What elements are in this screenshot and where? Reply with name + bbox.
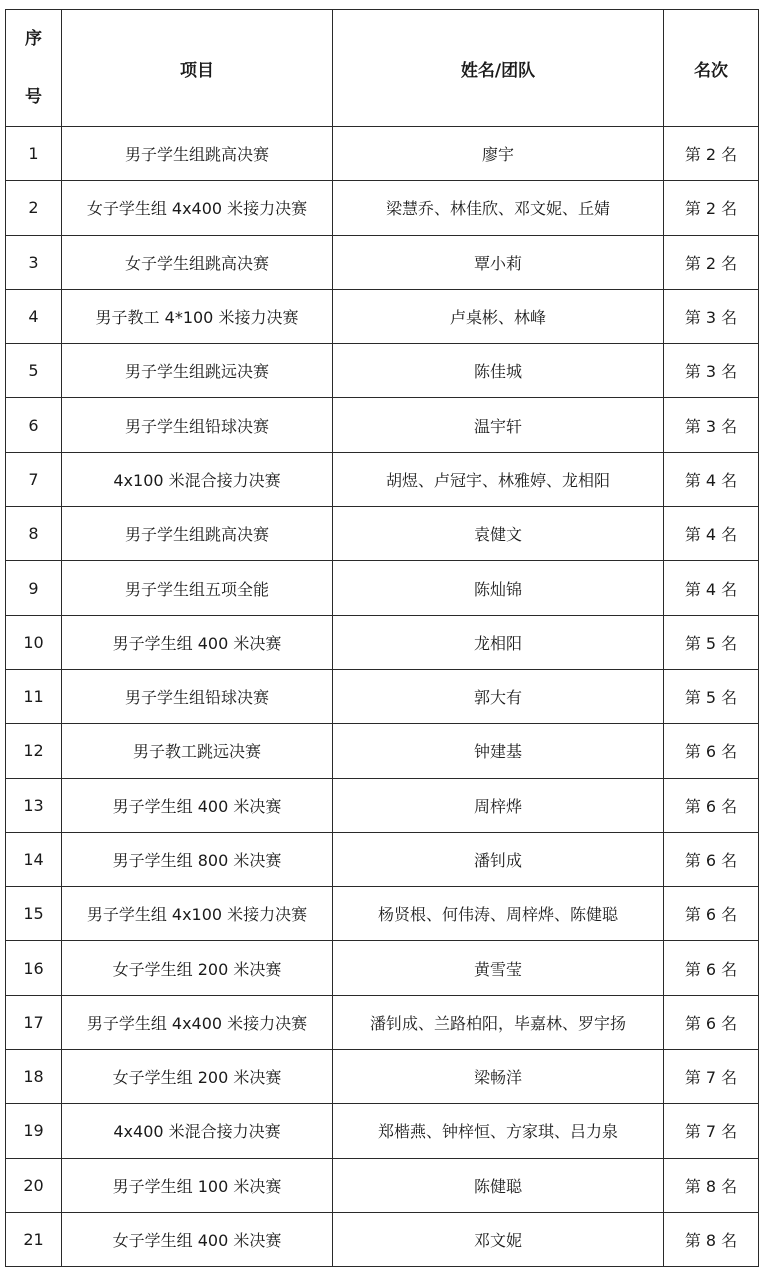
event-cell: 男子学生组跳高决赛 bbox=[62, 127, 333, 181]
rank-cell: 第 7 名 bbox=[664, 1050, 759, 1104]
row-number-cell: 8 bbox=[6, 507, 62, 561]
name-team-cell: 杨贤根、何伟涛、周梓烨、陈健聪 bbox=[333, 887, 664, 941]
name-team-cell: 梁畅洋 bbox=[333, 1050, 664, 1104]
row-number-cell: 20 bbox=[6, 1158, 62, 1212]
rank-cell: 第 3 名 bbox=[664, 289, 759, 343]
rank-cell: 第 3 名 bbox=[664, 398, 759, 452]
event-cell: 男子学生组跳高决赛 bbox=[62, 507, 333, 561]
table-row bbox=[6, 995, 759, 1049]
name-team-cell: 潘钊成、兰路柏阳，毕嘉林、罗宇扬 bbox=[333, 995, 664, 1049]
rank-cell: 第 5 名 bbox=[664, 615, 759, 669]
event-cell: 男子学生组 100 米决赛 bbox=[62, 1158, 333, 1212]
row-number-cell: 17 bbox=[6, 995, 62, 1049]
rank-cell: 第 8 名 bbox=[664, 1158, 759, 1212]
row-number-cell: 7 bbox=[6, 452, 62, 506]
name-team-cell: 钟建基 bbox=[333, 724, 664, 778]
row-number-cell: 11 bbox=[6, 669, 62, 723]
table-header bbox=[6, 10, 759, 127]
rank-cell: 第 4 名 bbox=[664, 507, 759, 561]
row-number-cell: 16 bbox=[6, 941, 62, 995]
rank-cell: 第 2 名 bbox=[664, 127, 759, 181]
row-number-cell: 6 bbox=[6, 398, 62, 452]
event-cell: 女子学生组 4x400 米接力决赛 bbox=[62, 181, 333, 235]
rank-cell: 第 8 名 bbox=[664, 1212, 759, 1266]
table-row bbox=[6, 887, 759, 941]
name-team-cell: 龙相阳 bbox=[333, 615, 664, 669]
table-row bbox=[6, 724, 759, 778]
table-row bbox=[6, 1158, 759, 1212]
name-team-cell: 胡煜、卢冠宇、林雅婷、龙相阳 bbox=[333, 452, 664, 506]
name-team-cell: 邓文妮 bbox=[333, 1212, 664, 1266]
table-row bbox=[6, 669, 759, 723]
table-row bbox=[6, 235, 759, 289]
header-seq-line2: 号 bbox=[25, 87, 42, 107]
row-number-cell: 4 bbox=[6, 289, 62, 343]
results-table bbox=[5, 9, 759, 1267]
header-event: 项目 bbox=[62, 10, 333, 127]
name-team-cell: 郭大有 bbox=[333, 669, 664, 723]
event-cell: 男子学生组 4x400 米接力决赛 bbox=[62, 995, 333, 1049]
rank-cell: 第 7 名 bbox=[664, 1104, 759, 1158]
rank-cell: 第 4 名 bbox=[664, 452, 759, 506]
event-cell: 男子学生组铅球决赛 bbox=[62, 398, 333, 452]
header-rank: 名次 bbox=[664, 10, 759, 127]
row-number-cell: 10 bbox=[6, 615, 62, 669]
name-team-cell: 陈佳城 bbox=[333, 344, 664, 398]
rank-cell: 第 5 名 bbox=[664, 669, 759, 723]
rank-cell: 第 4 名 bbox=[664, 561, 759, 615]
name-team-cell: 温宇轩 bbox=[333, 398, 664, 452]
table-row bbox=[6, 778, 759, 832]
row-number-cell: 19 bbox=[6, 1104, 62, 1158]
event-cell: 女子学生组跳高决赛 bbox=[62, 235, 333, 289]
rank-cell: 第 6 名 bbox=[664, 832, 759, 886]
row-number-cell: 14 bbox=[6, 832, 62, 886]
rank-cell: 第 6 名 bbox=[664, 778, 759, 832]
name-team-cell: 黄雪莹 bbox=[333, 941, 664, 995]
table-row bbox=[6, 1212, 759, 1266]
header-row bbox=[6, 10, 759, 127]
event-cell: 男子学生组 800 米决赛 bbox=[62, 832, 333, 886]
event-cell: 男子学生组跳远决赛 bbox=[62, 344, 333, 398]
rank-cell: 第 6 名 bbox=[664, 724, 759, 778]
rank-cell: 第 2 名 bbox=[664, 181, 759, 235]
row-number-cell: 5 bbox=[6, 344, 62, 398]
table-row bbox=[6, 181, 759, 235]
name-team-cell: 卢桌彬、林峰 bbox=[333, 289, 664, 343]
name-team-cell: 袁健文 bbox=[333, 507, 664, 561]
row-number-cell: 2 bbox=[6, 181, 62, 235]
event-cell: 女子学生组 400 米决赛 bbox=[62, 1212, 333, 1266]
event-cell: 男子学生组铅球决赛 bbox=[62, 669, 333, 723]
table-row bbox=[6, 941, 759, 995]
table-row bbox=[6, 344, 759, 398]
name-team-cell: 郑楷燕、钟梓恒、方家琪、吕力泉 bbox=[333, 1104, 664, 1158]
row-number-cell: 13 bbox=[6, 778, 62, 832]
name-team-cell: 陈灿锦 bbox=[333, 561, 664, 615]
name-team-cell: 覃小莉 bbox=[333, 235, 664, 289]
name-team-cell: 陈健聪 bbox=[333, 1158, 664, 1212]
event-cell: 男子教工跳远决赛 bbox=[62, 724, 333, 778]
table-row bbox=[6, 561, 759, 615]
row-number-cell: 21 bbox=[6, 1212, 62, 1266]
row-number-cell: 3 bbox=[6, 235, 62, 289]
header-seq-number bbox=[6, 10, 62, 127]
table-row bbox=[6, 1050, 759, 1104]
event-cell: 女子学生组 200 米决赛 bbox=[62, 1050, 333, 1104]
row-number-cell: 9 bbox=[6, 561, 62, 615]
name-team-cell: 梁慧乔、林佳欣、邓文妮、丘婧 bbox=[333, 181, 664, 235]
header-name-team: 姓名/团队 bbox=[333, 10, 664, 127]
row-number-cell: 15 bbox=[6, 887, 62, 941]
table-row bbox=[6, 127, 759, 181]
event-cell: 男子学生组 400 米决赛 bbox=[62, 778, 333, 832]
event-cell: 女子学生组 200 米决赛 bbox=[62, 941, 333, 995]
rank-cell: 第 6 名 bbox=[664, 941, 759, 995]
event-cell: 4x400 米混合接力决赛 bbox=[62, 1104, 333, 1158]
event-cell: 男子学生组 400 米决赛 bbox=[62, 615, 333, 669]
table-row bbox=[6, 832, 759, 886]
row-number-cell: 18 bbox=[6, 1050, 62, 1104]
name-team-cell: 廖宇 bbox=[333, 127, 664, 181]
name-team-cell: 周梓烨 bbox=[333, 778, 664, 832]
table-row bbox=[6, 452, 759, 506]
event-cell: 4x100 米混合接力决赛 bbox=[62, 452, 333, 506]
row-number-cell: 1 bbox=[6, 127, 62, 181]
rank-cell: 第 2 名 bbox=[664, 235, 759, 289]
event-cell: 男子学生组 4x100 米接力决赛 bbox=[62, 887, 333, 941]
table-row bbox=[6, 615, 759, 669]
rank-cell: 第 6 名 bbox=[664, 887, 759, 941]
table-row bbox=[6, 398, 759, 452]
rank-cell: 第 3 名 bbox=[664, 344, 759, 398]
table-row bbox=[6, 1104, 759, 1158]
header-seq-line1: 序 bbox=[25, 29, 42, 49]
table-row bbox=[6, 507, 759, 561]
table-row bbox=[6, 289, 759, 343]
name-team-cell: 潘钊成 bbox=[333, 832, 664, 886]
row-number-cell: 12 bbox=[6, 724, 62, 778]
event-cell: 男子教工 4*100 米接力决赛 bbox=[62, 289, 333, 343]
table-body bbox=[6, 127, 759, 1267]
event-cell: 男子学生组五项全能 bbox=[62, 561, 333, 615]
rank-cell: 第 6 名 bbox=[664, 995, 759, 1049]
